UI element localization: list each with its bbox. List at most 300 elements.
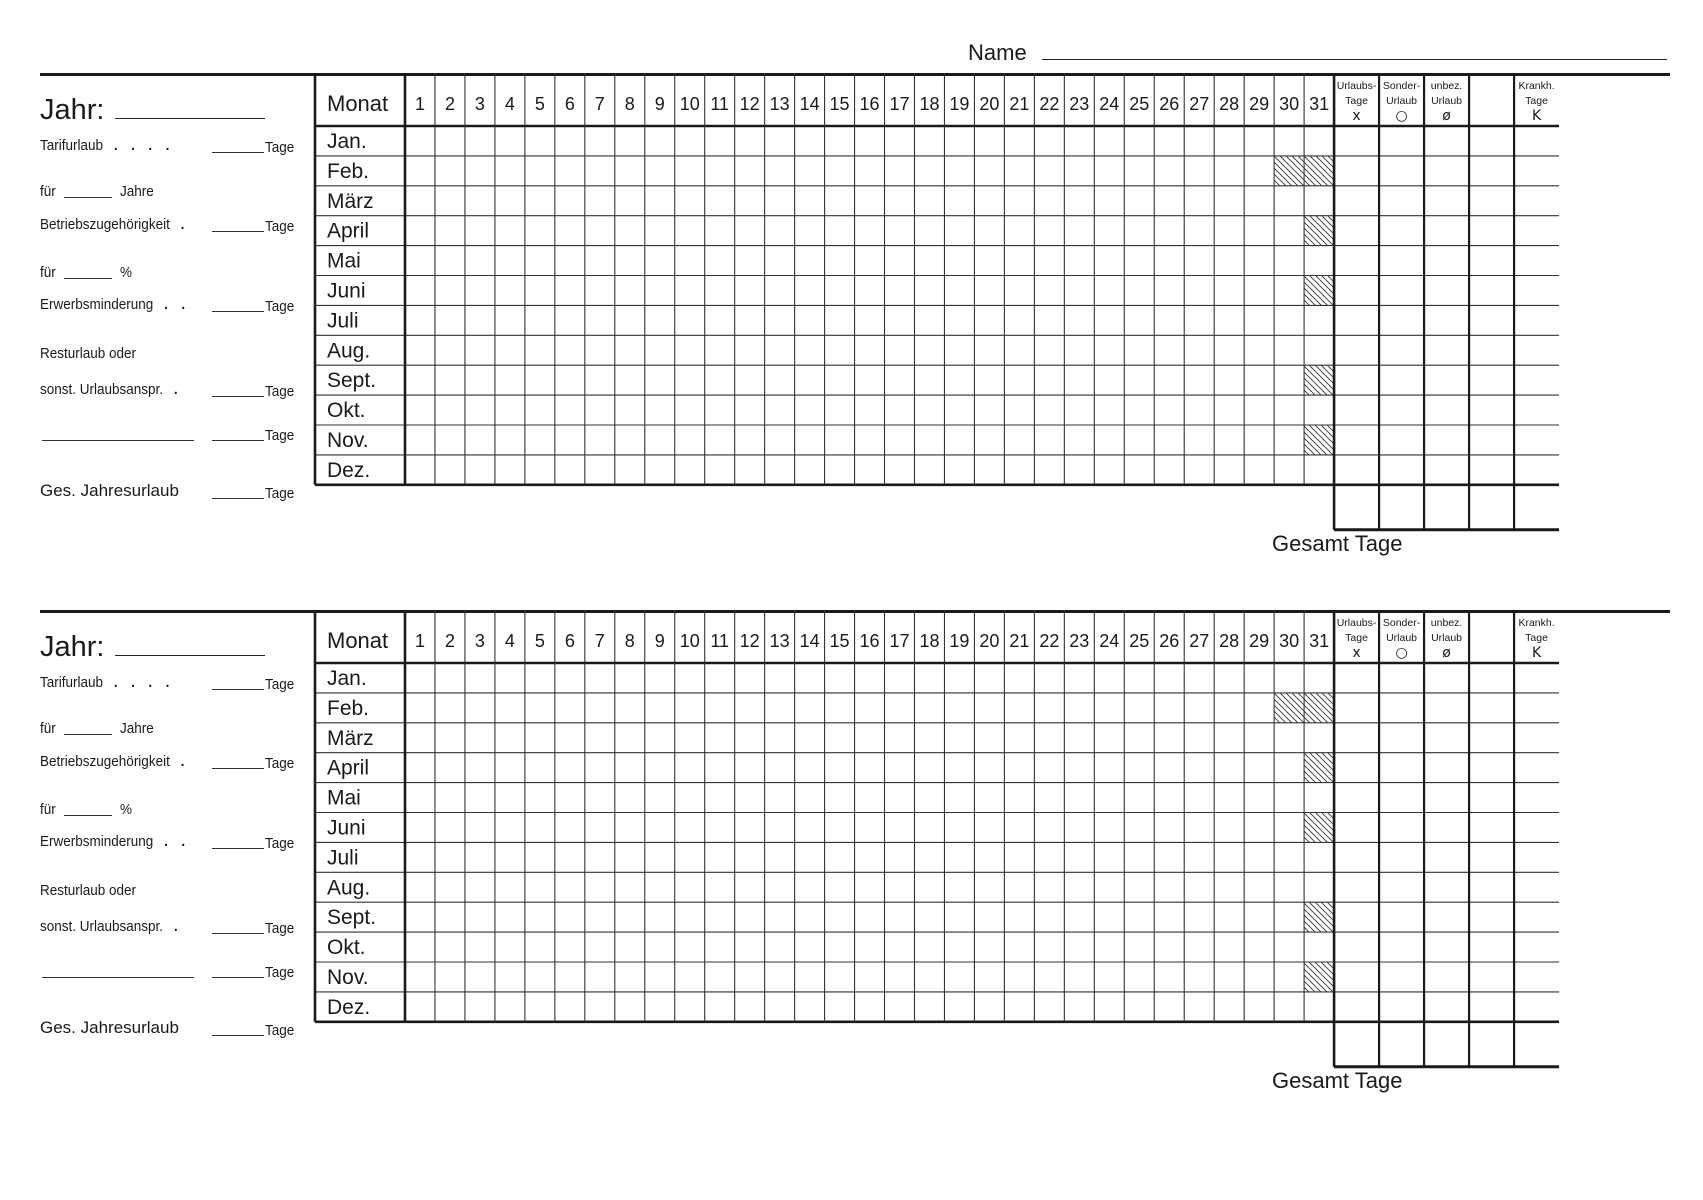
- day-cell[interactable]: [645, 872, 675, 902]
- day-cell[interactable]: [795, 962, 825, 992]
- summary-cell[interactable]: [1424, 335, 1469, 365]
- day-cell[interactable]: [885, 156, 915, 186]
- day-cell[interactable]: [1094, 305, 1124, 335]
- day-cell[interactable]: [1244, 872, 1274, 902]
- summary-cell[interactable]: [1379, 276, 1424, 306]
- day-cell[interactable]: [825, 156, 855, 186]
- day-cell[interactable]: [1214, 276, 1244, 306]
- total-cell[interactable]: [1379, 485, 1424, 530]
- day-cell[interactable]: [705, 335, 735, 365]
- day-cell[interactable]: [1154, 455, 1184, 485]
- summary-cell[interactable]: [1334, 813, 1379, 843]
- day-cell[interactable]: [1244, 186, 1274, 216]
- day-cell[interactable]: [974, 156, 1004, 186]
- day-cell[interactable]: [645, 425, 675, 455]
- day-cell[interactable]: [405, 902, 435, 932]
- day-cell[interactable]: [944, 365, 974, 395]
- day-cell[interactable]: [1034, 365, 1064, 395]
- summary-cell[interactable]: [1469, 723, 1514, 753]
- summary-cell[interactable]: [1334, 365, 1379, 395]
- day-cell[interactable]: [465, 813, 495, 843]
- summary-cell[interactable]: [1514, 693, 1559, 723]
- day-cell[interactable]: [1304, 276, 1334, 306]
- day-cell[interactable]: [615, 663, 645, 693]
- day-cell[interactable]: [465, 902, 495, 932]
- day-cell[interactable]: [525, 365, 555, 395]
- day-cell[interactable]: [405, 216, 435, 246]
- day-cell[interactable]: [974, 395, 1004, 425]
- day-cell[interactable]: [435, 783, 465, 813]
- day-cell[interactable]: [944, 872, 974, 902]
- day-cell[interactable]: [705, 932, 735, 962]
- day-cell[interactable]: [1124, 455, 1154, 485]
- day-cell[interactable]: [735, 813, 765, 843]
- day-cell[interactable]: [1094, 872, 1124, 902]
- day-cell[interactable]: [1184, 723, 1214, 753]
- day-cell[interactable]: [555, 246, 585, 276]
- day-cell[interactable]: [1304, 902, 1334, 932]
- day-cell[interactable]: [405, 693, 435, 723]
- day-cell[interactable]: [675, 693, 705, 723]
- day-cell[interactable]: [1124, 872, 1154, 902]
- summary-cell[interactable]: [1379, 156, 1424, 186]
- day-cell[interactable]: [525, 126, 555, 156]
- day-cell[interactable]: [465, 126, 495, 156]
- day-cell[interactable]: [495, 663, 525, 693]
- day-cell[interactable]: [885, 216, 915, 246]
- day-cell[interactable]: [1274, 335, 1304, 365]
- day-cell[interactable]: [495, 276, 525, 306]
- day-cell[interactable]: [1304, 962, 1334, 992]
- day-cell[interactable]: [1004, 365, 1034, 395]
- day-cell[interactable]: [1094, 395, 1124, 425]
- day-cell[interactable]: [855, 693, 885, 723]
- day-cell[interactable]: [1304, 872, 1334, 902]
- summary-cell[interactable]: [1514, 783, 1559, 813]
- day-cell[interactable]: [795, 932, 825, 962]
- day-cell[interactable]: [1304, 335, 1334, 365]
- day-cell[interactable]: [1124, 246, 1154, 276]
- day-cell[interactable]: [675, 872, 705, 902]
- day-cell[interactable]: [1214, 932, 1244, 962]
- summary-cell[interactable]: [1379, 842, 1424, 872]
- total-leave-field[interactable]: [212, 498, 264, 499]
- summary-cell[interactable]: [1469, 425, 1514, 455]
- day-cell[interactable]: [1004, 186, 1034, 216]
- day-cell[interactable]: [465, 156, 495, 186]
- day-cell[interactable]: [1184, 126, 1214, 156]
- day-cell[interactable]: [825, 962, 855, 992]
- day-cell[interactable]: [1154, 395, 1184, 425]
- day-cell[interactable]: [1034, 723, 1064, 753]
- years-field[interactable]: [64, 197, 112, 198]
- day-cell[interactable]: [1004, 753, 1034, 783]
- day-cell[interactable]: [525, 276, 555, 306]
- day-cell[interactable]: [795, 246, 825, 276]
- day-cell[interactable]: [1034, 246, 1064, 276]
- day-cell[interactable]: [435, 156, 465, 186]
- day-cell[interactable]: [525, 693, 555, 723]
- day-cell[interactable]: [435, 753, 465, 783]
- summary-cell[interactable]: [1379, 246, 1424, 276]
- day-cell[interactable]: [585, 395, 615, 425]
- betrieb-days-field[interactable]: [212, 768, 264, 769]
- day-cell[interactable]: [825, 276, 855, 306]
- years-field[interactable]: [64, 734, 112, 735]
- day-cell[interactable]: [615, 783, 645, 813]
- day-cell[interactable]: [1304, 932, 1334, 962]
- day-cell[interactable]: [1214, 992, 1244, 1022]
- day-cell[interactable]: [615, 276, 645, 306]
- day-cell[interactable]: [555, 126, 585, 156]
- day-cell[interactable]: [735, 276, 765, 306]
- day-cell[interactable]: [974, 872, 1004, 902]
- summary-cell[interactable]: [1514, 962, 1559, 992]
- day-cell[interactable]: [944, 395, 974, 425]
- day-cell[interactable]: [855, 246, 885, 276]
- day-cell[interactable]: [944, 842, 974, 872]
- summary-cell[interactable]: [1334, 992, 1379, 1022]
- summary-cell[interactable]: [1469, 872, 1514, 902]
- day-cell[interactable]: [825, 932, 855, 962]
- day-cell[interactable]: [1124, 395, 1154, 425]
- day-cell[interactable]: [885, 902, 915, 932]
- summary-cell[interactable]: [1469, 216, 1514, 246]
- day-cell[interactable]: [795, 693, 825, 723]
- day-cell[interactable]: [585, 216, 615, 246]
- summary-cell[interactable]: [1334, 932, 1379, 962]
- summary-cell[interactable]: [1334, 723, 1379, 753]
- day-cell[interactable]: [705, 872, 735, 902]
- day-cell[interactable]: [855, 305, 885, 335]
- day-cell[interactable]: [405, 783, 435, 813]
- day-cell[interactable]: [1094, 842, 1124, 872]
- day-cell[interactable]: [465, 335, 495, 365]
- day-cell[interactable]: [795, 365, 825, 395]
- day-cell[interactable]: [825, 395, 855, 425]
- day-cell[interactable]: [705, 395, 735, 425]
- summary-cell[interactable]: [1469, 992, 1514, 1022]
- day-cell[interactable]: [1154, 305, 1184, 335]
- day-cell[interactable]: [705, 216, 735, 246]
- day-cell[interactable]: [1214, 126, 1244, 156]
- summary-cell[interactable]: [1379, 723, 1424, 753]
- day-cell[interactable]: [495, 126, 525, 156]
- day-cell[interactable]: [555, 335, 585, 365]
- day-cell[interactable]: [765, 992, 795, 1022]
- day-cell[interactable]: [1184, 753, 1214, 783]
- day-cell[interactable]: [705, 992, 735, 1022]
- day-cell[interactable]: [1064, 365, 1094, 395]
- day-cell[interactable]: [1184, 962, 1214, 992]
- day-cell[interactable]: [555, 425, 585, 455]
- day-cell[interactable]: [1274, 693, 1304, 723]
- day-cell[interactable]: [795, 992, 825, 1022]
- day-cell[interactable]: [435, 425, 465, 455]
- day-cell[interactable]: [465, 783, 495, 813]
- day-cell[interactable]: [1124, 126, 1154, 156]
- day-cell[interactable]: [1274, 723, 1304, 753]
- day-cell[interactable]: [1244, 305, 1274, 335]
- summary-cell[interactable]: [1514, 455, 1559, 485]
- summary-cell[interactable]: [1514, 663, 1559, 693]
- summary-cell[interactable]: [1514, 872, 1559, 902]
- day-cell[interactable]: [585, 693, 615, 723]
- day-cell[interactable]: [1304, 216, 1334, 246]
- day-cell[interactable]: [1064, 186, 1094, 216]
- day-cell[interactable]: [585, 813, 615, 843]
- day-cell[interactable]: [735, 186, 765, 216]
- day-cell[interactable]: [1064, 693, 1094, 723]
- day-cell[interactable]: [555, 723, 585, 753]
- day-cell[interactable]: [1184, 365, 1214, 395]
- day-cell[interactable]: [1274, 992, 1304, 1022]
- day-cell[interactable]: [795, 216, 825, 246]
- summary-cell[interactable]: [1334, 126, 1379, 156]
- summary-cell[interactable]: [1514, 723, 1559, 753]
- day-cell[interactable]: [705, 693, 735, 723]
- day-cell[interactable]: [615, 842, 645, 872]
- day-cell[interactable]: [974, 813, 1004, 843]
- day-cell[interactable]: [1154, 992, 1184, 1022]
- year-field[interactable]: [115, 118, 265, 119]
- day-cell[interactable]: [1094, 783, 1124, 813]
- summary-cell[interactable]: [1469, 932, 1514, 962]
- summary-cell[interactable]: [1424, 455, 1469, 485]
- day-cell[interactable]: [974, 693, 1004, 723]
- summary-cell[interactable]: [1469, 365, 1514, 395]
- day-cell[interactable]: [615, 395, 645, 425]
- day-cell[interactable]: [705, 156, 735, 186]
- day-cell[interactable]: [465, 842, 495, 872]
- day-cell[interactable]: [1184, 842, 1214, 872]
- day-cell[interactable]: [1274, 186, 1304, 216]
- day-cell[interactable]: [825, 305, 855, 335]
- day-cell[interactable]: [1244, 246, 1274, 276]
- day-cell[interactable]: [645, 395, 675, 425]
- day-cell[interactable]: [1034, 186, 1064, 216]
- day-cell[interactable]: [1034, 902, 1064, 932]
- day-cell[interactable]: [885, 813, 915, 843]
- day-cell[interactable]: [465, 693, 495, 723]
- day-cell[interactable]: [405, 365, 435, 395]
- day-cell[interactable]: [735, 663, 765, 693]
- day-cell[interactable]: [465, 962, 495, 992]
- day-cell[interactable]: [855, 842, 885, 872]
- day-cell[interactable]: [825, 216, 855, 246]
- day-cell[interactable]: [615, 186, 645, 216]
- day-cell[interactable]: [1064, 753, 1094, 783]
- summary-cell[interactable]: [1469, 305, 1514, 335]
- summary-cell[interactable]: [1379, 365, 1424, 395]
- day-cell[interactable]: [555, 783, 585, 813]
- day-cell[interactable]: [675, 216, 705, 246]
- day-cell[interactable]: [795, 872, 825, 902]
- day-cell[interactable]: [1124, 902, 1154, 932]
- day-cell[interactable]: [765, 276, 795, 306]
- day-cell[interactable]: [1064, 723, 1094, 753]
- summary-cell[interactable]: [1334, 663, 1379, 693]
- day-cell[interactable]: [555, 276, 585, 306]
- day-cell[interactable]: [855, 156, 885, 186]
- day-cell[interactable]: [795, 455, 825, 485]
- day-cell[interactable]: [1214, 753, 1244, 783]
- day-cell[interactable]: [735, 246, 765, 276]
- name-field[interactable]: [1042, 59, 1667, 60]
- day-cell[interactable]: [465, 365, 495, 395]
- day-cell[interactable]: [1004, 663, 1034, 693]
- day-cell[interactable]: [765, 246, 795, 276]
- day-cell[interactable]: [705, 813, 735, 843]
- summary-cell[interactable]: [1334, 455, 1379, 485]
- day-cell[interactable]: [765, 723, 795, 753]
- other-entitlement-field[interactable]: [42, 977, 194, 978]
- day-cell[interactable]: [974, 723, 1004, 753]
- day-cell[interactable]: [885, 753, 915, 783]
- day-cell[interactable]: [795, 186, 825, 216]
- day-cell[interactable]: [615, 246, 645, 276]
- day-cell[interactable]: [825, 753, 855, 783]
- day-cell[interactable]: [855, 783, 885, 813]
- day-cell[interactable]: [1094, 753, 1124, 783]
- summary-cell[interactable]: [1469, 753, 1514, 783]
- day-cell[interactable]: [765, 425, 795, 455]
- day-cell[interactable]: [675, 425, 705, 455]
- day-cell[interactable]: [1184, 395, 1214, 425]
- day-cell[interactable]: [555, 992, 585, 1022]
- summary-cell[interactable]: [1379, 425, 1424, 455]
- day-cell[interactable]: [495, 902, 525, 932]
- summary-cell[interactable]: [1334, 783, 1379, 813]
- summary-cell[interactable]: [1379, 992, 1424, 1022]
- tarif-days-field[interactable]: [212, 152, 264, 153]
- day-cell[interactable]: [944, 126, 974, 156]
- day-cell[interactable]: [555, 395, 585, 425]
- day-cell[interactable]: [1274, 932, 1304, 962]
- day-cell[interactable]: [1274, 902, 1304, 932]
- day-cell[interactable]: [465, 872, 495, 902]
- day-cell[interactable]: [1184, 276, 1214, 306]
- day-cell[interactable]: [405, 425, 435, 455]
- day-cell[interactable]: [645, 365, 675, 395]
- day-cell[interactable]: [795, 753, 825, 783]
- day-cell[interactable]: [705, 365, 735, 395]
- day-cell[interactable]: [675, 305, 705, 335]
- day-cell[interactable]: [405, 395, 435, 425]
- day-cell[interactable]: [1244, 216, 1274, 246]
- day-cell[interactable]: [855, 276, 885, 306]
- day-cell[interactable]: [585, 246, 615, 276]
- day-cell[interactable]: [1124, 365, 1154, 395]
- day-cell[interactable]: [1064, 335, 1094, 365]
- day-cell[interactable]: [1094, 156, 1124, 186]
- day-cell[interactable]: [1214, 962, 1244, 992]
- day-cell[interactable]: [1064, 962, 1094, 992]
- day-cell[interactable]: [1034, 276, 1064, 306]
- day-cell[interactable]: [825, 813, 855, 843]
- day-cell[interactable]: [525, 663, 555, 693]
- day-cell[interactable]: [435, 276, 465, 306]
- day-cell[interactable]: [1094, 723, 1124, 753]
- day-cell[interactable]: [885, 992, 915, 1022]
- day-cell[interactable]: [1184, 872, 1214, 902]
- day-cell[interactable]: [735, 932, 765, 962]
- day-cell[interactable]: [1064, 246, 1094, 276]
- day-cell[interactable]: [645, 276, 675, 306]
- day-cell[interactable]: [1304, 753, 1334, 783]
- day-cell[interactable]: [465, 216, 495, 246]
- summary-cell[interactable]: [1379, 813, 1424, 843]
- day-cell[interactable]: [1094, 335, 1124, 365]
- day-cell[interactable]: [405, 842, 435, 872]
- day-cell[interactable]: [615, 455, 645, 485]
- day-cell[interactable]: [1304, 663, 1334, 693]
- day-cell[interactable]: [675, 395, 705, 425]
- day-cell[interactable]: [585, 365, 615, 395]
- day-cell[interactable]: [1004, 872, 1034, 902]
- day-cell[interactable]: [645, 305, 675, 335]
- day-cell[interactable]: [855, 335, 885, 365]
- day-cell[interactable]: [675, 992, 705, 1022]
- day-cell[interactable]: [1004, 902, 1034, 932]
- summary-cell[interactable]: [1469, 783, 1514, 813]
- day-cell[interactable]: [735, 395, 765, 425]
- day-cell[interactable]: [1034, 425, 1064, 455]
- summary-cell[interactable]: [1514, 365, 1559, 395]
- summary-cell[interactable]: [1379, 962, 1424, 992]
- summary-cell[interactable]: [1334, 842, 1379, 872]
- day-cell[interactable]: [495, 156, 525, 186]
- day-cell[interactable]: [435, 455, 465, 485]
- day-cell[interactable]: [705, 246, 735, 276]
- day-cell[interactable]: [585, 932, 615, 962]
- day-cell[interactable]: [555, 216, 585, 246]
- day-cell[interactable]: [585, 902, 615, 932]
- day-cell[interactable]: [914, 246, 944, 276]
- summary-cell[interactable]: [1334, 395, 1379, 425]
- summary-cell[interactable]: [1424, 902, 1469, 932]
- day-cell[interactable]: [1034, 992, 1064, 1022]
- day-cell[interactable]: [944, 902, 974, 932]
- day-cell[interactable]: [1124, 216, 1154, 246]
- day-cell[interactable]: [1214, 902, 1244, 932]
- day-cell[interactable]: [435, 962, 465, 992]
- day-cell[interactable]: [885, 126, 915, 156]
- day-cell[interactable]: [1154, 783, 1184, 813]
- day-cell[interactable]: [914, 216, 944, 246]
- day-cell[interactable]: [1064, 932, 1094, 962]
- day-cell[interactable]: [675, 932, 705, 962]
- summary-cell[interactable]: [1334, 902, 1379, 932]
- day-cell[interactable]: [525, 425, 555, 455]
- day-cell[interactable]: [1154, 813, 1184, 843]
- summary-cell[interactable]: [1469, 813, 1514, 843]
- day-cell[interactable]: [825, 455, 855, 485]
- summary-cell[interactable]: [1514, 425, 1559, 455]
- day-cell[interactable]: [914, 365, 944, 395]
- day-cell[interactable]: [914, 723, 944, 753]
- day-cell[interactable]: [825, 723, 855, 753]
- day-cell[interactable]: [765, 783, 795, 813]
- day-cell[interactable]: [645, 813, 675, 843]
- day-cell[interactable]: [675, 126, 705, 156]
- day-cell[interactable]: [705, 305, 735, 335]
- day-cell[interactable]: [765, 932, 795, 962]
- day-cell[interactable]: [765, 902, 795, 932]
- summary-cell[interactable]: [1424, 156, 1469, 186]
- day-cell[interactable]: [675, 455, 705, 485]
- day-cell[interactable]: [555, 365, 585, 395]
